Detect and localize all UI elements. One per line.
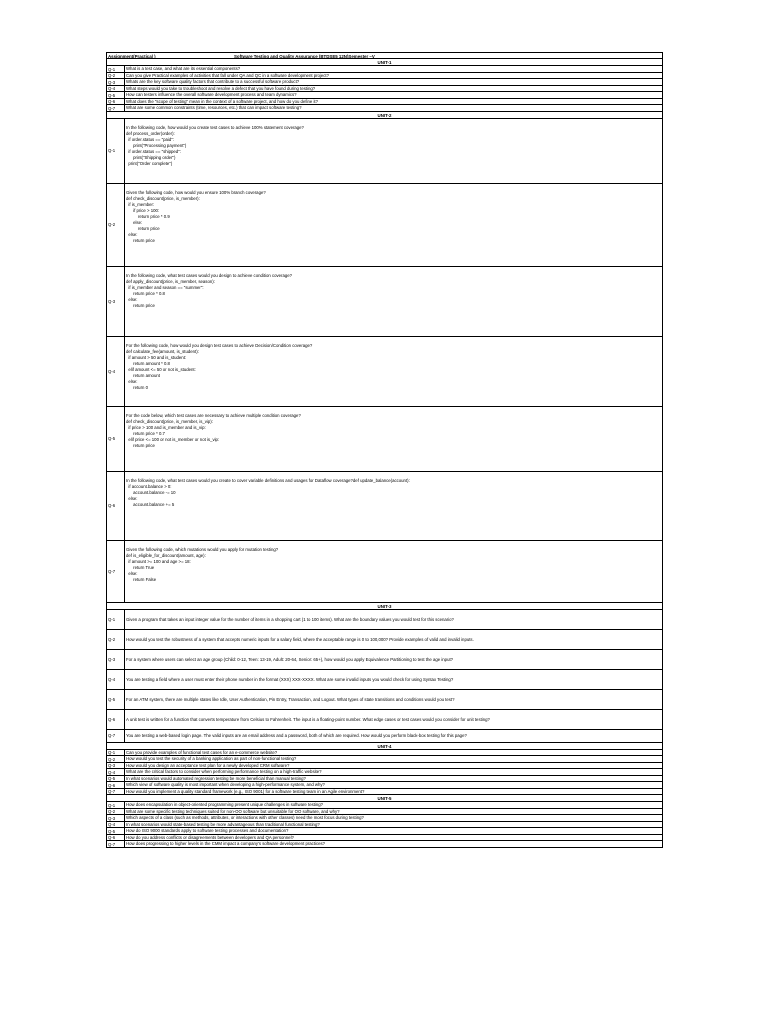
question-number: Q-2	[107, 73, 125, 80]
question-text: What are some common constraints (time, resources, etc.) that can impact software testing?	[126, 105, 302, 110]
question-number: Q-3	[107, 763, 125, 770]
question-text: What are the critical factors to consider when performing performance testing on a high-traffic website?	[126, 769, 322, 774]
question-row	[106, 630, 663, 650]
question-text: How would you implement a quality standard framework (e.g., ISO 9001) for a software testing team in an Agile environment?	[126, 788, 365, 794]
question-text: In the following code, how would you create test cases to achieve 100% statement coverage? def process_order(order): if order.status == "paid": print("Processing payment") if order.status == "shipped": print("Shipping order") print("Order complete")	[126, 124, 304, 167]
question-row	[106, 184, 663, 267]
question-text: Whats are the key software quality factors that contribute to a successful software product?	[126, 79, 300, 84]
question-number: Q-4	[107, 337, 125, 406]
unit-heading: UNIT-4	[106, 743, 663, 750]
question-text	[125, 650, 662, 669]
question-text-content: You are testing a web-based login page. The valid inputs are an email address and a password, both of which are required. How would you perform black-box testing for this page?	[126, 733, 467, 738]
question-text	[125, 730, 662, 742]
question-number: Q-5	[107, 776, 125, 783]
question-number: Q-2	[107, 809, 125, 816]
question-text: Can you give Practical examples of activities that fall under QA and QC in a software development project?	[126, 72, 330, 78]
question-text: In the following code, what test cases would you create to cover variable definitions and usages for Dataflow coverage?def update_balance(account): if account.balance > 0: account.balance -= 10 else: account.balance += 5	[126, 477, 410, 507]
question-number: Q-1	[107, 610, 125, 629]
question-text-content: For an ATM system, there are multiple states like Idle, User Authentication, Pin Entry, Transaction, and Logout. What types of state transitions and conditions would you test?	[126, 696, 455, 702]
unit-heading: UNIT-2	[106, 112, 663, 119]
question-text: What are some specific testing techniques suited for non-OO software but unsuitable for OO software, and why?	[126, 808, 340, 814]
question-number: Q-2	[107, 756, 125, 763]
unit-heading: UNIT-1	[106, 59, 663, 66]
question-number: Q-4	[107, 769, 125, 776]
question-number: Q-1	[107, 802, 125, 809]
question-text: How do ISO 9000 standards apply to software testing processes and documentation?	[126, 828, 289, 833]
question-text	[125, 690, 662, 709]
question-text-content: You are testing a field where a user must enter their phone number in the format (XXX) XXX-XXXX. What are some invalid inputs you would check for using Syntax Testing?	[126, 676, 454, 682]
question-text	[125, 710, 662, 729]
question-number: Q-3	[107, 79, 125, 86]
unit-heading: UNIT-5	[106, 795, 663, 802]
question-number: Q-6	[107, 472, 125, 540]
question-number: Q-5	[107, 92, 125, 99]
question-number: Q-6	[107, 835, 125, 842]
question-number: Q-6	[107, 782, 125, 789]
question-text: In what scenarios would state-based testing be more advantageous than traditional functional testing?	[126, 821, 320, 827]
question-row	[106, 841, 663, 848]
question-text: In what scenarios would automated regression testing be more beneficial than manual testing?	[126, 775, 306, 781]
question-number: Q-3	[107, 650, 125, 669]
question-text: How can testers influence the overall software development process and team dynamics?	[126, 92, 297, 97]
question-number: Q-5	[107, 828, 125, 835]
question-row	[106, 690, 663, 710]
question-row	[106, 119, 663, 184]
question-text-content: A unit test is written for a function that converts temperature from Celsius to Fahrenheit. The input is a floating-point number. What edge cases or test cases would you consider for unit testing?	[126, 716, 490, 722]
unit-heading: UNIT-3	[106, 603, 663, 610]
question-text-content: How would you test the robustness of a system that accepts numeric inputs for a salary field, where the acceptable range is 0 to 100,000? Provide examples of valid and invalid inputs.	[126, 636, 474, 642]
question-number: Q-7	[107, 541, 125, 602]
question-number: Q-7	[107, 841, 125, 848]
question-text: For the code below, which test cases are necessary to achieve multiple condition coverage? def check_discount(price, is_member, is_vip): if price > 100 and is_member and is_vip: return price * 0.7 elif price <= 100 or not is_member or not is_vip: return price	[126, 412, 301, 448]
question-number: Q-1	[107, 750, 125, 757]
question-text: For the following code, how would you design test cases to achieve Decision/Condition coverage? def calculate_fee(amount, is_student): if amount > 50 and is_student: return amount * 0.8 elif amount <= 50 or not is_student: return amount else: return 0	[126, 342, 313, 391]
question-row	[106, 267, 663, 337]
question-number: Q-5	[107, 407, 125, 471]
assignment-sheet	[106, 52, 663, 848]
question-number: Q-6	[107, 710, 125, 729]
question-number: Q-7	[107, 789, 125, 796]
question-text	[125, 610, 662, 629]
question-text: Which aspects of a class (such as methods, attributes, or interactions with other classes) need the most focus during testing?	[126, 815, 364, 820]
question-text: What steps would you take to troubleshoot and resolve a defect that you have found during testing?	[126, 85, 316, 91]
question-text: How does encapsulation in object-oriented programming present unique challenges in software testing?	[126, 802, 324, 807]
question-number: Q-3	[107, 267, 125, 336]
assignment-label: Assignment(Practical )	[108, 54, 156, 59]
question-text-content: For a system where users can select an age group (Child: 0-12, Teen: 13-19, Adult: 20-64, Senior: 65+), how would you apply Equivalence Partitioning to test the age input?	[126, 656, 454, 662]
question-text: How do you address conflicts or disagreements between developers and QA personnel?	[126, 834, 294, 840]
question-number: Q-2	[107, 630, 125, 649]
question-row	[106, 610, 663, 630]
question-number: Q-1	[107, 66, 125, 73]
header-row	[106, 52, 663, 59]
question-text: Can you provide examples of functional test cases for an e-commerce website?	[126, 749, 278, 755]
question-text: Given the following code, which mutations would you apply for mutation testing? def is_eligible_for_discount(amount, age): if amount >= 100 and age >= 18: return True else: return False	[126, 546, 279, 582]
question-text: Which view of software quality is most important when developing a high-performance system, and why?	[126, 782, 325, 787]
question-row	[106, 407, 663, 472]
question-number: Q-1	[107, 119, 125, 183]
question-number: Q-3	[107, 815, 125, 822]
question-text: In the following code, what test cases would you design to achieve condition coverage? def apply_discount(price, is_member, season): if is_member and season == "summer": return price * 0.8 else: return price	[126, 272, 293, 308]
question-text: How would you test the security of a banking application as part of non-functional testing?	[126, 756, 297, 761]
question-row	[106, 670, 663, 690]
question-text	[125, 670, 662, 689]
question-text: How does progressing to higher levels in the CMM impact a company's software development practices?	[126, 841, 326, 846]
question-number: Q-4	[107, 670, 125, 689]
question-row	[106, 710, 663, 730]
question-number: Q-6	[107, 99, 125, 106]
question-row	[106, 472, 663, 541]
question-text: Given the following code, how would you ensure 100% branch coverage? def check_discount(price, is_member): if is_member: if price > 100: return price * 0.9 else: return price else: return price	[126, 189, 266, 244]
question-row	[106, 337, 663, 407]
question-row	[106, 541, 663, 603]
question-text: What does the "scope of testing" mean in the context of a software project, and how do you define it?	[126, 98, 318, 104]
question-number: Q-2	[107, 184, 125, 266]
question-text	[125, 630, 662, 649]
question-text-content: Given a program that takes an input integer value for the number of items in a shopping cart (1 to 100 items). What are the boundary values you would test for this scenario?	[126, 616, 454, 622]
question-number: Q-7	[107, 730, 125, 742]
question-number: Q-4	[107, 86, 125, 93]
question-number: Q-4	[107, 822, 125, 829]
question-text: How would you design an acceptance test plan for a newly developed CRM software?	[126, 762, 290, 768]
question-number: Q-7	[107, 105, 125, 112]
question-row	[106, 730, 663, 743]
sheet-title: Software Testing and Quality Assurance (BTDSE5 12N)Semester –V	[234, 54, 375, 59]
question-text: What is a test case, and what are its essential components?	[126, 66, 241, 71]
question-number: Q-5	[107, 690, 125, 709]
question-row	[106, 650, 663, 670]
